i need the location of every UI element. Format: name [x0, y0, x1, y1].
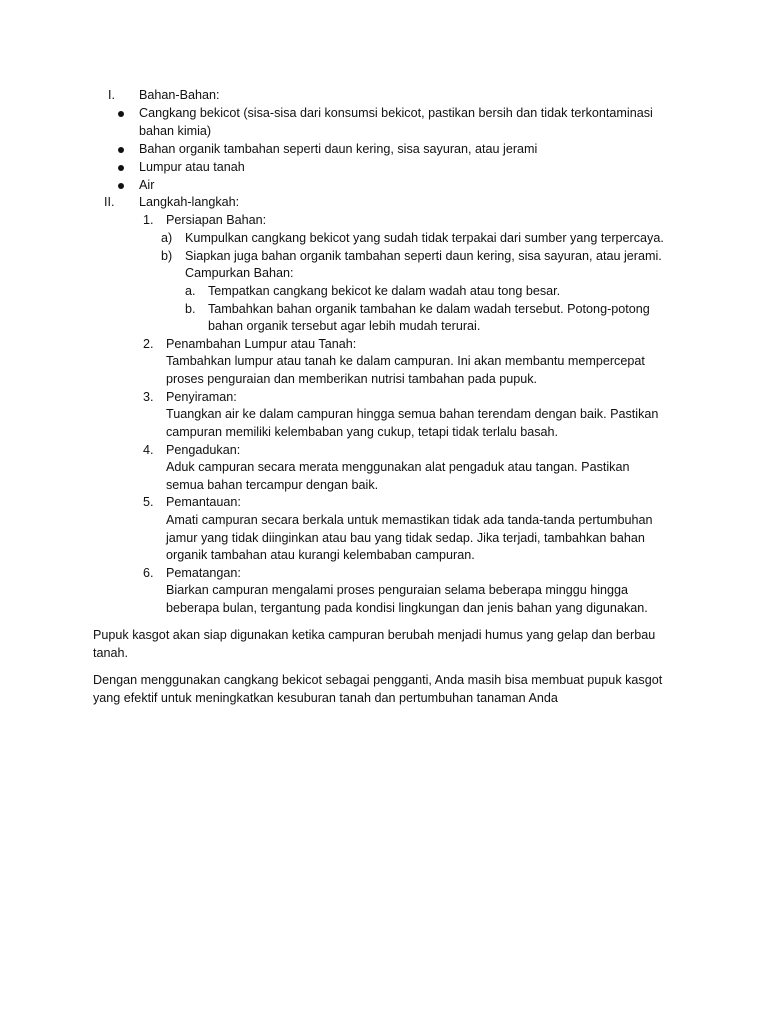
subsubstep-b-marker: b. — [185, 302, 196, 316]
bullet-item-2: Bahan organik tambahan seperti daun kering, sisa sayuran, atau jerami — [139, 142, 538, 156]
step-3-body-line-2: campuran memiliki kelembaban yang cukup, tetapi tidak terlalu basah. — [166, 425, 559, 439]
bullet-item-4: Air — [139, 178, 155, 192]
bullet-item-1-line-2: bahan kimia) — [139, 124, 212, 138]
subsubstep-b-text-line-1: Tambahkan bahan organik tambahan ke dalam wadah tersebut. Potong-potong — [208, 302, 650, 316]
paragraph-2-line-2: yang efektif untuk meningkatkan kesuburan tanah dan pertumbuhan tanaman Anda — [93, 691, 558, 705]
subsubstep-a-text: Tempatkan cangkang bekicot ke dalam wadah atau tong besar. — [208, 284, 561, 298]
step-4-marker: 4. — [143, 443, 154, 457]
paragraph-2-line-1: Dengan menggunakan cangkang bekicot sebagai pengganti, Anda masih bisa membuat pupuk kasgot — [93, 673, 663, 687]
step-3-body-line-1: Tuangkan air ke dalam campuran hingga semua bahan terendam dengan baik. Pastikan — [166, 407, 659, 421]
step-3-marker: 3. — [143, 390, 154, 404]
step-6-body-line-1: Biarkan campuran mengalami proses penguraian selama beberapa minggu hingga — [166, 583, 629, 597]
step-6-marker: 6. — [143, 566, 154, 580]
step-2-body-line-2: proses penguraian dan memberikan nutrisi tambahan pada pupuk. — [166, 372, 538, 386]
section-2-title: Langkah-langkah: — [139, 195, 240, 209]
step-3-title: Penyiraman: — [166, 390, 237, 404]
step-4-body-line-2: semua bahan tercampur dengan baik. — [166, 478, 379, 492]
bullet-item-3: Lumpur atau tanah — [139, 160, 245, 174]
subsubstep-b-text-line-2: bahan organik tersebut agar lebih mudah terurai. — [208, 319, 481, 333]
step-2-title: Penambahan Lumpur atau Tanah: — [166, 337, 357, 351]
step-6-title: Pematangan: — [166, 566, 241, 580]
substep-b-marker: b) — [161, 249, 173, 263]
substep-b-text-line-2: Campurkan Bahan: — [185, 266, 294, 280]
bullet-dot — [118, 147, 124, 153]
bullet-dot — [118, 165, 124, 171]
step-4-body-line-1: Aduk campuran secara merata menggunakan alat pengaduk atau tangan. Pastikan — [166, 460, 630, 474]
section-1-marker: I. — [108, 88, 115, 102]
section-1-title: Bahan-Bahan: — [139, 88, 220, 102]
bullet-dot — [118, 111, 124, 117]
step-5-marker: 5. — [143, 495, 154, 509]
section-2-marker: II. — [104, 195, 115, 209]
step-5-title: Pemantauan: — [166, 495, 241, 509]
substep-a-marker: a) — [161, 231, 173, 245]
bullet-dot — [118, 183, 124, 189]
bullet-item-1-line-1: Cangkang bekicot (sisa-sisa dari konsumsi bekicot, pastikan bersih dan tidak terkontaminasi — [139, 106, 653, 120]
step-2-marker: 2. — [143, 337, 154, 351]
substep-b-text-line-1: Siapkan juga bahan organik tambahan seperti daun kering, sisa sayuran, atau jerami. — [185, 249, 662, 263]
step-1-title: Persiapan Bahan: — [166, 213, 267, 227]
paragraph-1-line-1: Pupuk kasgot akan siap digunakan ketika campuran berubah menjadi humus yang gelap dan berbau — [93, 628, 656, 642]
step-2-body-line-1: Tambahkan lumpur atau tanah ke dalam campuran. Ini akan membantu mempercepat — [166, 354, 645, 368]
step-5-body-line-3: organik tambahan atau kurangi kelembaban campuran. — [166, 548, 475, 562]
subsubstep-a-marker: a. — [185, 284, 196, 298]
step-4-title: Pengadukan: — [166, 443, 241, 457]
step-1-marker: 1. — [143, 213, 154, 227]
step-6-body-line-2: beberapa bulan, tergantung pada kondisi lingkungan dan jenis bahan yang digunakan. — [166, 601, 648, 615]
paragraph-1-line-2: tanah. — [93, 646, 129, 660]
step-5-body-line-1: Amati campuran secara berkala untuk memastikan tidak ada tanda-tanda pertumbuhan — [166, 513, 653, 527]
substep-a-text: Kumpulkan cangkang bekicot yang sudah tidak terpakai dari sumber yang terpercaya. — [185, 231, 664, 245]
step-5-body-line-2: jamur yang tidak diinginkan atau bau yang tidak sedap. Jika terjadi, tambahkan bahan — [166, 531, 645, 545]
